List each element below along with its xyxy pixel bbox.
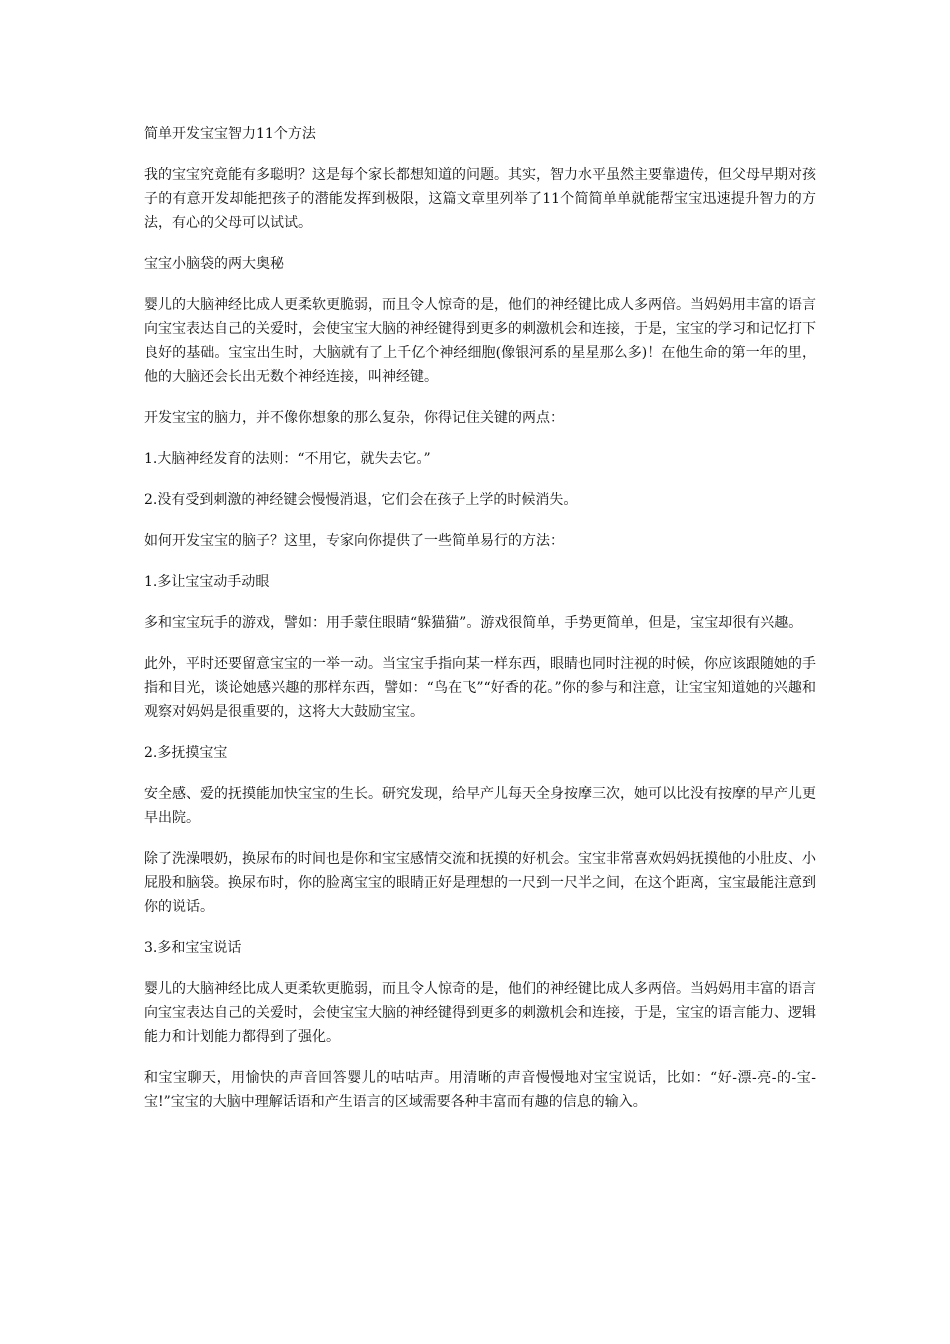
body-paragraph: 安全感、爱的抚摸能加快宝宝的生长。研究发现，给早产儿每天全身按摩三次，她可以比没有按摩的早产儿更早出院。 [144, 786, 816, 826]
body-paragraph: 此外，平时还要留意宝宝的一举一动。当宝宝手指向某一样东西，眼睛也同时注视的时候，你应该跟随她的手指和目光，谈论她感兴趣的那样东西，譬如：“鸟在飞”“好香的花。”你的参与和注意，让宝宝知道她的兴趣和观察对妈妈是很重要的，这将大大鼓励宝宝。 [144, 656, 816, 720]
list-item: 2.没有受到刺激的神经键会慢慢消退，它们会在孩子上学的时候消失。 [144, 492, 578, 508]
list-item: 1.大脑神经发育的法则：“不用它，就失去它。” [144, 451, 431, 467]
document-page [144, 122, 816, 1131]
method-heading: 3.多和宝宝说话 [144, 940, 242, 956]
body-paragraph: 多和宝宝玩手的游戏，譬如：用手蒙住眼睛“躲猫猫”。游戏很简单，手势更简单，但是，宝宝却很有兴趣。 [144, 615, 803, 631]
body-paragraph: 婴儿的大脑神经比成人更柔软更脆弱，而且令人惊奇的是，他们的神经键比成人多两倍。当妈妈用丰富的语言向宝宝表达自己的关爱时，会使宝宝大脑的神经键得到更多的刺激机会和连接，于是，宝宝的语言能力、逻辑能力和计划能力都得到了强化。 [144, 981, 816, 1045]
document-title: 简单开发宝宝智力11个方法 [144, 126, 316, 142]
section-heading: 宝宝小脑袋的两大奥秘 [144, 256, 284, 272]
body-paragraph: 如何开发宝宝的脑子？这里，专家向你提供了一些简单易行的方法： [144, 533, 564, 549]
body-paragraph: 和宝宝聊天，用愉快的声音回答婴儿的咕咕声。用清晰的声音慢慢地对宝宝说话，比如：“好-漂-亮-的-宝-宝!”宝宝的大脑中理解话语和产生语言的区域需要各种丰富而有趣的信息的输入。 [144, 1070, 816, 1110]
intro-paragraph: 我的宝宝究竟能有多聪明？这是每个家长都想知道的问题。其实，智力水平虽然主要靠遗传，但父母早期对孩子的有意开发却能把孩子的潜能发挥到极限，这篇文章里列举了11个简简单单就能帮宝宝迅速提升智力的方法，有心的父母可以试试。 [144, 167, 816, 231]
body-paragraph: 除了洗澡喂奶，换尿布的时间也是你和宝宝感情交流和抚摸的好机会。宝宝非常喜欢妈妈抚摸他的小肚皮、小屁股和脑袋。换尿布时，你的脸离宝宝的眼睛正好是理想的一尺到一尺半之间，在这个距离，宝宝最能注意到你的说话。 [144, 851, 816, 915]
method-heading: 1.多让宝宝动手动眼 [144, 574, 270, 590]
body-paragraph: 婴儿的大脑神经比成人更柔软更脆弱，而且令人惊奇的是，他们的神经键比成人多两倍。当妈妈用丰富的语言向宝宝表达自己的关爱时，会使宝宝大脑的神经键得到更多的刺激机会和连接，于是，宝宝的学习和记忆打下良好的基础。宝宝出生时，大脑就有了上千亿个神经细胞(像银河系的星星那么多)！在他生命的第一年的里，他的大脑还会长出无数个神经连接，叫神经键。 [144, 297, 816, 385]
method-heading: 2.多抚摸宝宝 [144, 745, 228, 761]
body-paragraph: 开发宝宝的脑力，并不像你想象的那么复杂，你得记住关键的两点： [144, 410, 564, 426]
